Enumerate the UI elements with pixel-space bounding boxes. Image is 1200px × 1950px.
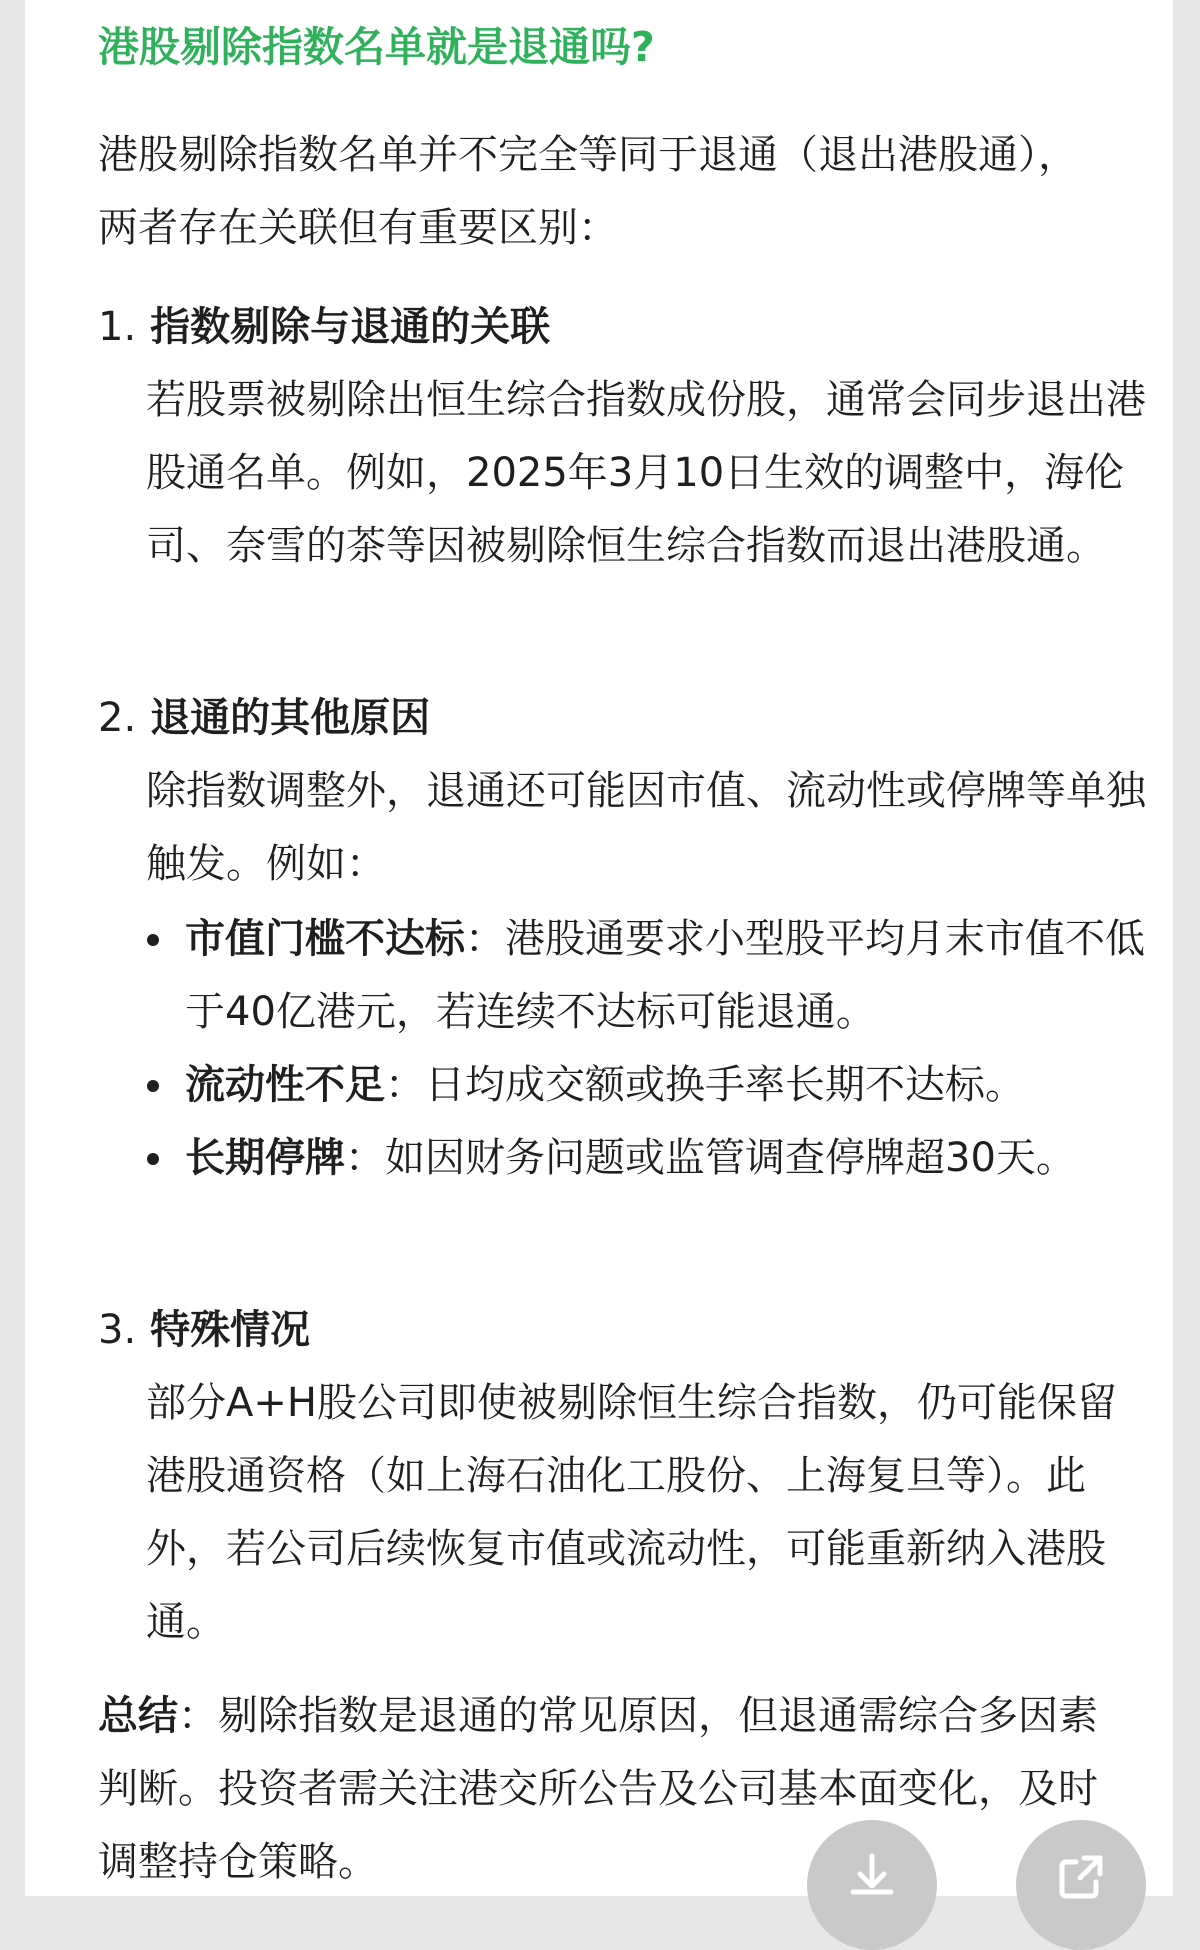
bullet-dot bbox=[147, 934, 159, 946]
intro-paragraph: 港股剔除指数名单并不完全等同于退通（退出港股通），两者存在关联但有重要区别： bbox=[98, 132, 1078, 251]
list-item bbox=[146, 1049, 1176, 1122]
summary-separator: ： bbox=[178, 1693, 218, 1739]
section-number: 2. bbox=[98, 695, 137, 741]
reason-list bbox=[146, 903, 1176, 1195]
section-title: 指数剔除与退通的关联 bbox=[150, 304, 551, 350]
share-button[interactable] bbox=[1016, 1820, 1146, 1950]
bullet-text: 港股通要求小型股平均月末市值不低于40亿港元，若连续不达标可能退通。 bbox=[185, 916, 1145, 1035]
bullet-dot bbox=[147, 1080, 159, 1092]
bullet-label: 流动性不足 bbox=[185, 1062, 385, 1108]
summary-text: 剔除指数是退通的常见原因，但退通需综合多因素判断。投资者需关注港交所公告及公司基本面变化，及时调整持仓策略。 bbox=[98, 1693, 1098, 1885]
section-1-body: 若股票被剔除出恒生综合指数成份股，通常会同步退出港股通名单。例如，2025年3月10日生效的调整中，海伦司、奈雪的茶等因被剔除恒生综合指数而退出港股通。 bbox=[146, 377, 1146, 569]
section-title: 特殊情况 bbox=[150, 1307, 311, 1353]
bullet-dot bbox=[147, 1153, 159, 1165]
bullet-label: 市值门槛不达标 bbox=[185, 916, 465, 962]
download-button[interactable] bbox=[807, 1820, 937, 1950]
section-number: 1. bbox=[98, 304, 137, 350]
answer-title: 港股剔除指数名单就是退通吗? bbox=[98, 23, 655, 71]
section-number: 3. bbox=[98, 1307, 137, 1353]
section-2-body: 除指数调整外，退通还可能因市值、流动性或停牌等单独触发。例如： bbox=[146, 768, 1146, 887]
section-3-heading bbox=[98, 1300, 310, 1360]
summary-label: 总结 bbox=[98, 1693, 178, 1739]
list-item bbox=[146, 903, 1176, 1049]
bullet-separator: ： bbox=[465, 916, 505, 962]
section-2-heading bbox=[98, 688, 430, 748]
bullet-separator: ： bbox=[385, 1062, 425, 1108]
section-1-heading bbox=[98, 297, 550, 357]
list-item bbox=[146, 1122, 1176, 1195]
answer-card bbox=[25, 0, 1173, 1896]
section-3-body: 部分A+H股公司即使被剔除恒生综合指数，仍可能保留港股通资格（如上海石油化工股份、上海复旦等）。此外，若公司后续恢复市值或流动性，可能重新纳入港股通。 bbox=[146, 1380, 1117, 1645]
bullet-separator: ： bbox=[345, 1135, 385, 1181]
bullet-label: 长期停牌 bbox=[185, 1135, 345, 1181]
bullet-text: 如因财务问题或监管调查停牌超30天。 bbox=[385, 1135, 1076, 1181]
summary-paragraph bbox=[98, 1680, 1108, 1899]
bullet-text: 日均成交额或换手率长期不达标。 bbox=[425, 1062, 1025, 1108]
section-title: 退通的其他原因 bbox=[150, 695, 431, 741]
